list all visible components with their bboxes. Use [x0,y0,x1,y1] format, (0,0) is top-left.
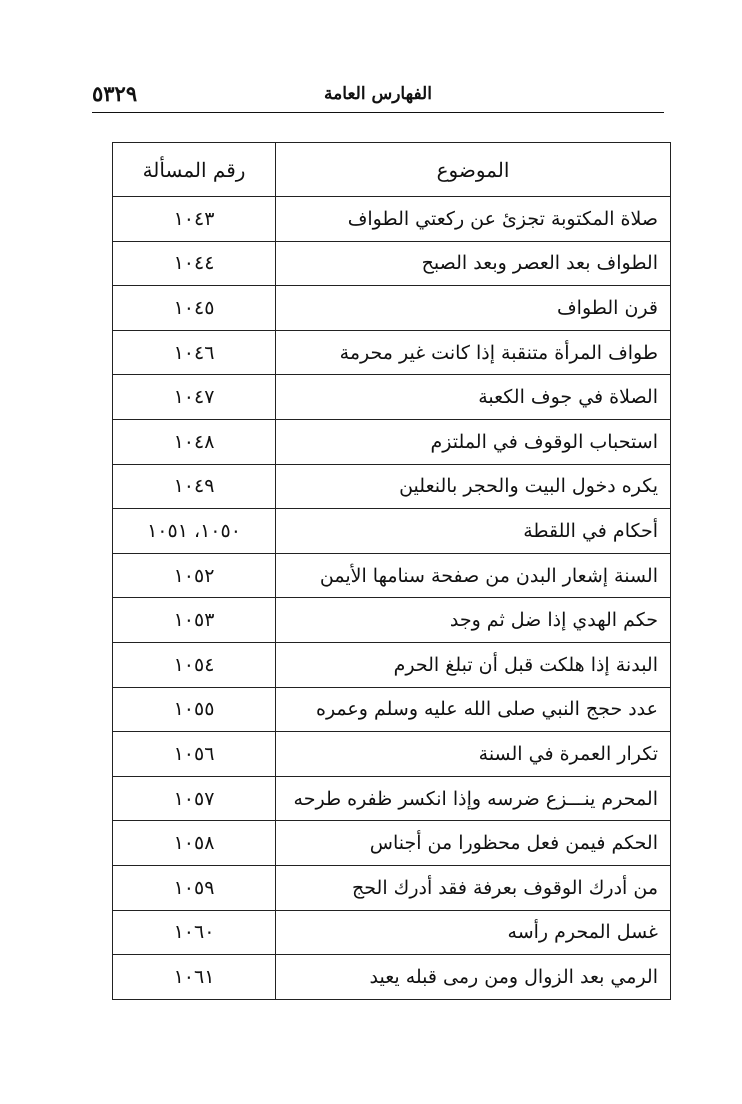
table-header-row [113,143,671,197]
page-number: ٥٣٢٩ [92,81,138,106]
table-row [113,642,671,687]
topic-cell: يكره دخول البيت والحجر بالنعلين [276,464,671,509]
number-cell: ١٠٥٢ [113,553,276,598]
number-cell: ١٠٦٠ [113,910,276,955]
table-row [113,732,671,777]
topic-cell: استحباب الوقوف في الملتزم [276,419,671,464]
number-cell: ١٠٥٤ [113,642,276,687]
topic-cell: قرن الطواف [276,286,671,331]
column-header-number: رقم المسألة [113,143,276,197]
table-row [113,241,671,286]
number-cell: ١٠٤٥ [113,286,276,331]
running-title: الفهارس العامة [324,84,432,104]
number-cell: ١٠٤٧ [113,375,276,420]
topic-cell: تكرار العمرة في السنة [276,732,671,777]
table-row [113,776,671,821]
table-row [113,865,671,910]
number-cell: ١٠٥٧ [113,776,276,821]
topic-cell: الرمي بعد الزوال ومن رمى قبله يعيد [276,955,671,1000]
table-row [113,286,671,331]
table-row [113,419,671,464]
page-header [92,78,664,112]
topic-cell: الطواف بعد العصر وبعد الصبح [276,241,671,286]
table-row [113,955,671,1000]
number-cell: ١٠٥٣ [113,598,276,643]
number-cell: ١٠٤٦ [113,330,276,375]
topic-cell: صلاة المكتوبة تجزئ عن ركعتي الطواف [276,197,671,242]
table-row [113,821,671,866]
index-table [112,142,671,1000]
table-row [113,687,671,732]
number-cell: ١٠٤٤ [113,241,276,286]
number-cell: ١٠٦١ [113,955,276,1000]
column-header-topic: الموضوع [276,143,671,197]
header-rule [92,112,664,113]
topic-cell: السنة إشعار البدن من صفحة سنامها الأيمن [276,553,671,598]
table-row [113,509,671,554]
table-row [113,464,671,509]
number-cell: ١٠٥٥ [113,687,276,732]
number-cell: ١٠٥٨ [113,821,276,866]
topic-cell: أحكام في اللقطة [276,509,671,554]
number-cell: ١٠٤٣ [113,197,276,242]
number-cell: ١٠٥٦ [113,732,276,777]
table-row [113,197,671,242]
number-cell: ١٠٥٠، ١٠٥١ [113,509,276,554]
table-row [113,598,671,643]
topic-cell: حكم الهدي إذا ضل ثم وجد [276,598,671,643]
topic-cell: الحكم فيمن فعل محظورا من أجناس [276,821,671,866]
number-cell: ١٠٤٩ [113,464,276,509]
number-cell: ١٠٤٨ [113,419,276,464]
topic-cell: طواف المرأة متنقبة إذا كانت غير محرمة [276,330,671,375]
topic-cell: المحرم ينـــزع ضرسه وإذا انكسر ظفره طرحه [276,776,671,821]
table-row [113,910,671,955]
topic-cell: البدنة إذا هلكت قبل أن تبلغ الحرم [276,642,671,687]
topic-cell: عدد حجج النبي صلى الله عليه وسلم وعمره [276,687,671,732]
table-row [113,375,671,420]
number-cell: ١٠٥٩ [113,865,276,910]
table-row [113,330,671,375]
topic-cell: من أدرك الوقوف بعرفة فقد أدرك الحج [276,865,671,910]
table-row [113,553,671,598]
topic-cell: غسل المحرم رأسه [276,910,671,955]
topic-cell: الصلاة في جوف الكعبة [276,375,671,420]
